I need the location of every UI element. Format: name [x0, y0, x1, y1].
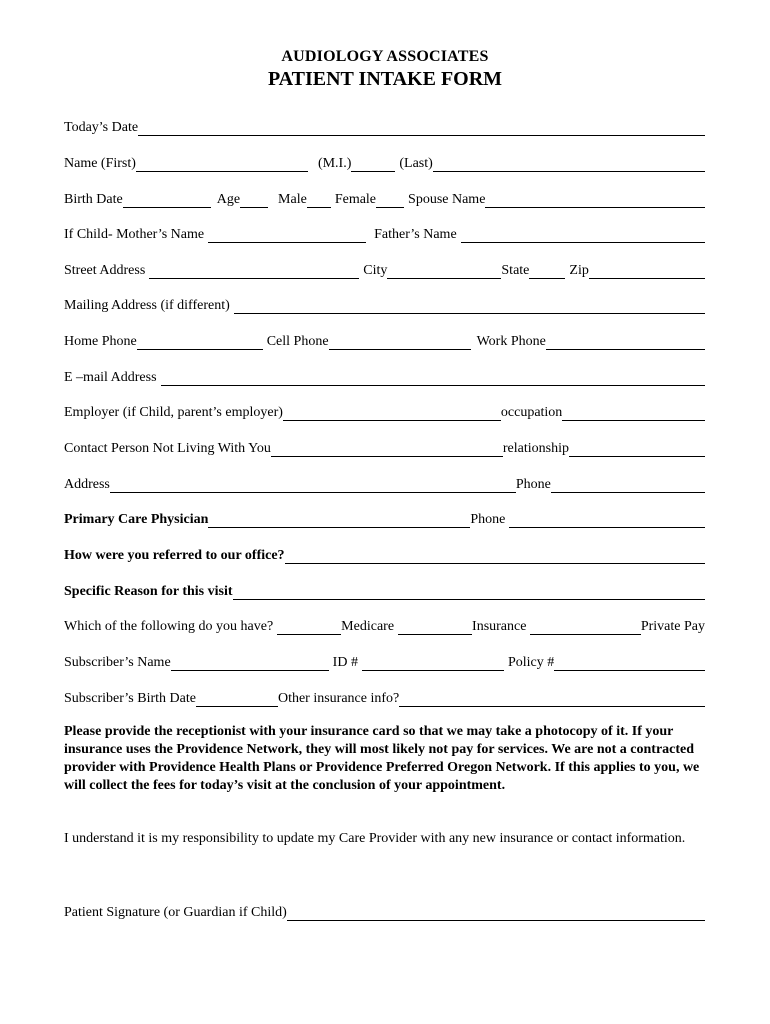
contact-person-field[interactable] [271, 443, 503, 457]
row-mailing [64, 294, 705, 314]
birth-date-field[interactable] [123, 194, 211, 208]
email-field[interactable] [161, 372, 705, 386]
row-signature [64, 901, 705, 921]
private-pay-label: Private Pay [640, 619, 705, 634]
reason-field[interactable] [233, 586, 705, 600]
mi-field[interactable] [351, 158, 395, 172]
insurance-notice: Please provide the receptionist with your insurance card so that we may take a photocopy of it. If your insurance uses the Providence Network, they will most likely not pay for services. We are not a contracted provider with Providence Health Plans or Providence Preferred Oregon Network. If this applies to you, we will collect the fees for today’s visit at the conclusion of your appointment. [64, 724, 700, 793]
first-name-field[interactable] [136, 158, 308, 172]
last-name-field[interactable] [433, 158, 705, 172]
city-field[interactable] [387, 265, 501, 279]
contact-person-label: Contact Person Not Living With You [64, 441, 271, 456]
medicare-label: Medicare [341, 619, 395, 634]
row-parents [64, 223, 705, 243]
todays-date-field[interactable] [138, 122, 705, 136]
address-label: Address [64, 477, 110, 492]
row-birth [64, 188, 705, 208]
subscriber-name-label: Subscriber’s Name [64, 655, 171, 670]
spouse-name-label: Spouse Name [408, 192, 486, 207]
home-phone-field[interactable] [137, 336, 263, 350]
referred-field[interactable] [285, 550, 705, 564]
female-label: Female [334, 192, 377, 207]
work-phone-field[interactable] [546, 336, 705, 350]
birth-date-label: Birth Date [64, 192, 123, 207]
policy-field[interactable] [554, 657, 705, 671]
home-phone-label: Home Phone [64, 334, 137, 349]
female-field[interactable] [376, 194, 404, 208]
row-coverage [64, 615, 705, 635]
row-name [64, 152, 705, 172]
row-pcp [64, 508, 705, 528]
mi-label: (M.I.) [317, 156, 352, 171]
male-field[interactable] [307, 194, 331, 208]
todays-date-label: Today’s Date [64, 120, 139, 135]
id-label: ID # [332, 655, 358, 670]
signature-field[interactable] [287, 907, 705, 921]
zip-label: Zip [569, 263, 589, 278]
row-referred [64, 544, 705, 564]
form-title: PATIENT INTAKE FORM [267, 68, 503, 90]
insurance-label: Insurance [472, 619, 527, 634]
male-label: Male [278, 192, 307, 207]
age-field[interactable] [240, 194, 268, 208]
reason-label: Specific Reason for this visit [64, 584, 233, 599]
subscriber-birth-label: Subscriber’s Birth Date [64, 691, 196, 706]
age-label: Age [216, 192, 241, 207]
mailing-address-label: Mailing Address (if different) [64, 298, 230, 313]
relationship-field[interactable] [569, 443, 705, 457]
org-name: AUDIOLOGY ASSOCIATES [281, 48, 489, 65]
pcp-phone-label: Phone [470, 512, 506, 527]
mailing-address-field[interactable] [234, 300, 705, 314]
fathers-name-field[interactable] [461, 229, 705, 243]
primary-care-field[interactable] [208, 514, 470, 528]
which-have-label: Which of the following do you have? [64, 619, 274, 634]
medicare-field[interactable] [277, 621, 341, 635]
row-contact-address [64, 473, 705, 493]
row-employer [64, 401, 705, 421]
relationship-label: relationship [502, 441, 569, 456]
employer-label: Employer (if Child, parent’s employer) [64, 405, 283, 420]
referred-label: How were you referred to our office? [64, 548, 285, 563]
state-label: State [501, 263, 530, 278]
insurance-field[interactable] [398, 621, 472, 635]
last-name-label: (Last) [399, 156, 433, 171]
zip-field[interactable] [589, 265, 705, 279]
row-subscriber-birth [64, 687, 705, 707]
street-address-field[interactable] [149, 265, 359, 279]
row-phones [64, 330, 705, 350]
state-field[interactable] [529, 265, 565, 279]
occupation-label: occupation [500, 405, 563, 420]
phone-label: Phone [515, 477, 551, 492]
policy-label: Policy # [507, 655, 555, 670]
work-phone-label: Work Phone [476, 334, 546, 349]
row-contact [64, 437, 705, 457]
id-field[interactable] [362, 657, 504, 671]
other-insurance-label: Other insurance info? [277, 691, 400, 706]
acknowledgement-text: I understand it is my responsibility to update my Care Provider with any new insurance or contact information. [64, 831, 686, 846]
row-subscriber [64, 651, 705, 671]
city-label: City [363, 263, 388, 278]
email-label: E –mail Address [64, 370, 157, 385]
subscriber-birth-field[interactable] [196, 693, 278, 707]
other-insurance-field[interactable] [399, 693, 705, 707]
pcp-phone-field[interactable] [509, 514, 705, 528]
phone-field[interactable] [551, 479, 705, 493]
row-reason [64, 580, 705, 600]
occupation-field[interactable] [562, 407, 705, 421]
subscriber-name-field[interactable] [171, 657, 329, 671]
fathers-name-label: Father’s Name [374, 227, 457, 242]
cell-phone-label: Cell Phone [266, 334, 329, 349]
row-email [64, 366, 705, 386]
address-field[interactable] [110, 479, 516, 493]
street-address-label: Street Address [64, 263, 146, 278]
spouse-name-field[interactable] [485, 194, 705, 208]
mothers-name-field[interactable] [208, 229, 366, 243]
mothers-name-label: If Child- Mother’s Name [64, 227, 205, 242]
cell-phone-field[interactable] [329, 336, 471, 350]
row-todays-date [64, 116, 705, 136]
first-name-label: Name (First) [64, 156, 136, 171]
private-pay-field[interactable] [530, 621, 640, 635]
employer-field[interactable] [283, 407, 501, 421]
signature-label: Patient Signature (or Guardian if Child) [64, 905, 287, 920]
row-street [64, 259, 705, 279]
primary-care-label: Primary Care Physician [64, 512, 209, 527]
